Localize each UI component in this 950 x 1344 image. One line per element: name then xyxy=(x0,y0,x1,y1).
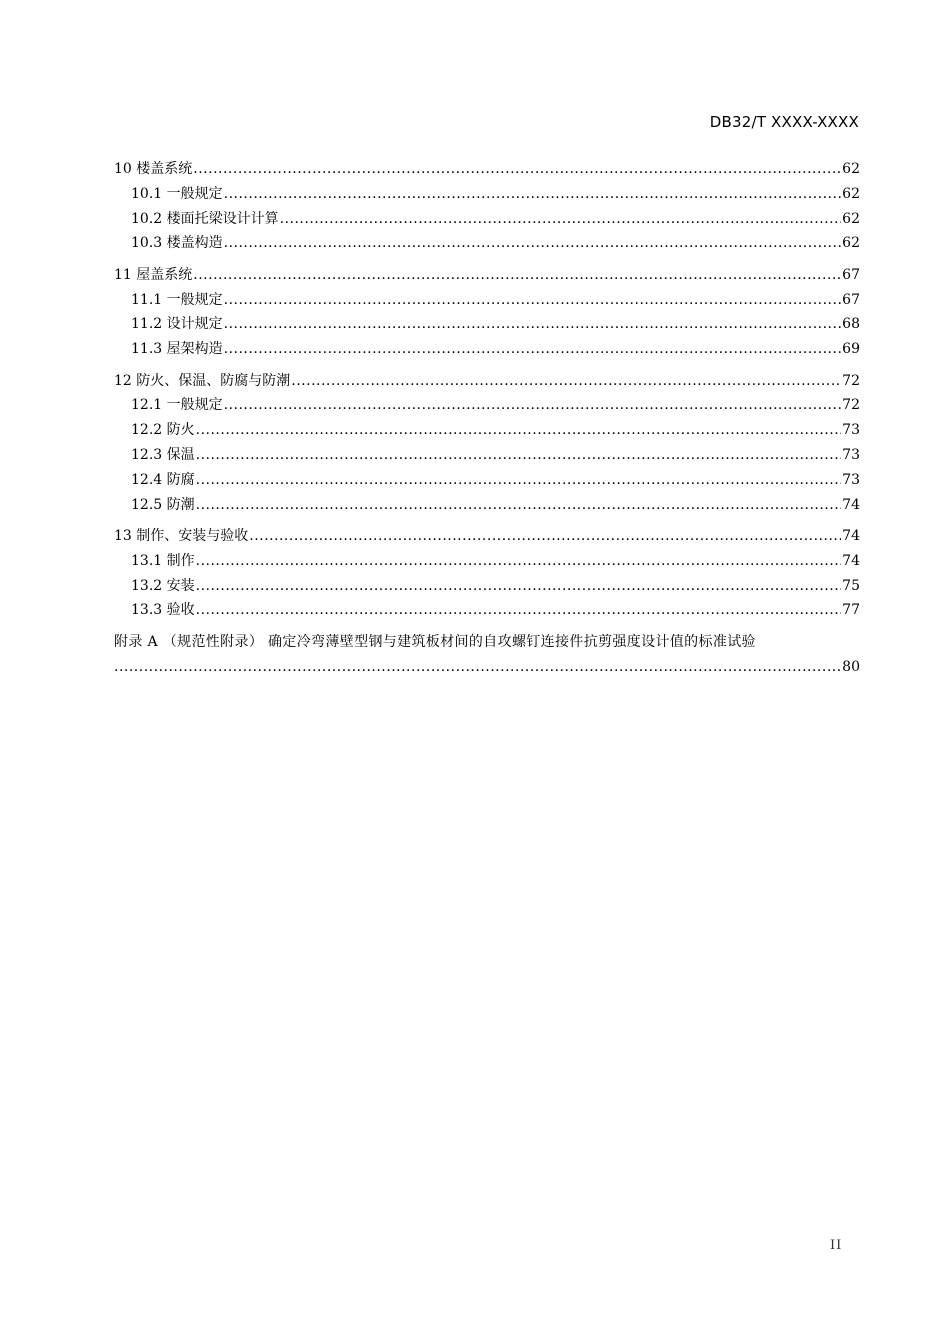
toc-dot-leader xyxy=(291,369,841,394)
toc-entry-page: 73 xyxy=(842,471,860,488)
toc-entry-title: 11.3 屋架构造 xyxy=(131,341,223,358)
toc-entry-title: 12.4 防腐 xyxy=(131,471,195,488)
toc-entry-title: 13.2 安装 xyxy=(131,577,195,594)
toc-entry-page: 67 xyxy=(842,266,860,283)
toc-entry-page: 72 xyxy=(842,372,860,389)
toc-entry-title: 13.3 验收 xyxy=(131,602,195,619)
toc-entry-page: 74 xyxy=(842,552,860,569)
toc-entry-title: 10 楼盖系统 xyxy=(114,161,193,177)
toc-entry[interactable] xyxy=(114,369,860,394)
toc-entry-title: 12 防火、保温、防腐与防潮 xyxy=(114,372,291,389)
toc-appendix-title[interactable]: 附录 A （规范性附录） 确定冷弯薄壁型钢与建筑板材间的自攻螺钉连接件抗剪强度设计值的标准试验 xyxy=(114,633,756,650)
toc-entry-page: 74 xyxy=(842,496,860,513)
toc-entry-page: 73 xyxy=(842,446,860,463)
toc-entry-page: 62 xyxy=(842,185,860,202)
toc-dot-leader xyxy=(196,468,842,493)
toc-entry-page: 62 xyxy=(842,235,860,252)
toc-dot-leader xyxy=(196,443,842,468)
toc-dot-leader xyxy=(249,524,841,549)
toc-entry-title: 12.5 防潮 xyxy=(131,496,195,513)
toc-dot-leader xyxy=(224,182,842,207)
toc-entry[interactable] xyxy=(114,418,860,443)
toc-entry-page: 72 xyxy=(842,397,860,414)
toc-dot-leader xyxy=(224,312,842,337)
toc-entry-page: 67 xyxy=(842,291,860,308)
toc-entry-page: 68 xyxy=(842,316,860,333)
toc-dot-leader xyxy=(196,493,842,518)
toc-entry-title: 10.1 一般规定 xyxy=(131,185,223,202)
toc-entry-title: 10.3 楼盖构造 xyxy=(131,235,223,252)
toc-entry-title: 12.3 保温 xyxy=(131,446,195,463)
toc-entry-title: 12.2 防火 xyxy=(131,422,195,439)
toc-entry-page: 62 xyxy=(842,161,860,177)
toc-entry-title: 11.1 一般规定 xyxy=(131,291,223,308)
toc-dot-leader xyxy=(280,207,842,232)
document-code: DB32/T XXXX-XXXX xyxy=(709,113,859,131)
toc-dot-leader xyxy=(196,598,842,623)
toc-entry-page: 80 xyxy=(842,658,860,675)
toc-entry[interactable] xyxy=(114,443,860,468)
toc-entry-page: 77 xyxy=(842,602,860,619)
toc-entry-page: 62 xyxy=(842,210,860,227)
toc-entry[interactable] xyxy=(114,337,860,362)
toc-entry[interactable] xyxy=(114,468,860,493)
toc-dot-leader xyxy=(193,263,841,288)
toc-entry-title: 13.1 制作 xyxy=(131,552,195,569)
toc-entry[interactable] xyxy=(114,549,860,574)
toc-entry[interactable] xyxy=(114,312,860,337)
toc-entry-title: 10.2 楼面托梁设计计算 xyxy=(131,210,279,227)
toc-entry-title: 11.2 设计规定 xyxy=(131,316,223,333)
toc-entry-title: 13 制作、安装与验收 xyxy=(114,527,249,544)
toc-entry[interactable] xyxy=(114,598,860,623)
page-number: II xyxy=(830,1238,843,1253)
toc-entry-title: 11 屋盖系统 xyxy=(114,266,193,283)
toc-dot-leader xyxy=(224,393,842,418)
toc-entry[interactable] xyxy=(114,393,860,418)
toc-entry-title: 12.1 一般规定 xyxy=(131,397,223,414)
toc-dot-leader xyxy=(196,574,842,599)
toc-dot-leader xyxy=(224,337,842,362)
toc-entry[interactable] xyxy=(114,493,860,518)
table-of-contents xyxy=(114,157,860,679)
toc-entry[interactable] xyxy=(114,207,860,232)
toc-entry-page: 75 xyxy=(842,577,860,594)
toc-entry[interactable] xyxy=(114,182,860,207)
toc-entry-page: 74 xyxy=(842,527,860,544)
toc-dot-leader xyxy=(196,549,842,574)
toc-dot-leader xyxy=(224,231,842,256)
toc-dot-leader xyxy=(224,288,842,313)
toc-dot-leader xyxy=(114,655,841,680)
toc-dot-leader xyxy=(196,418,842,443)
toc-entry[interactable] xyxy=(114,574,860,599)
toc-dot-leader xyxy=(193,157,841,182)
toc-entry-page: 69 xyxy=(842,341,860,358)
toc-entry[interactable] xyxy=(114,263,860,288)
toc-entry[interactable] xyxy=(114,157,860,182)
toc-entry[interactable] xyxy=(114,288,860,313)
toc-entry[interactable] xyxy=(114,524,860,549)
toc-entry-page: 73 xyxy=(842,422,860,439)
toc-appendix-entry[interactable] xyxy=(114,655,860,680)
toc-entry[interactable] xyxy=(114,231,860,256)
